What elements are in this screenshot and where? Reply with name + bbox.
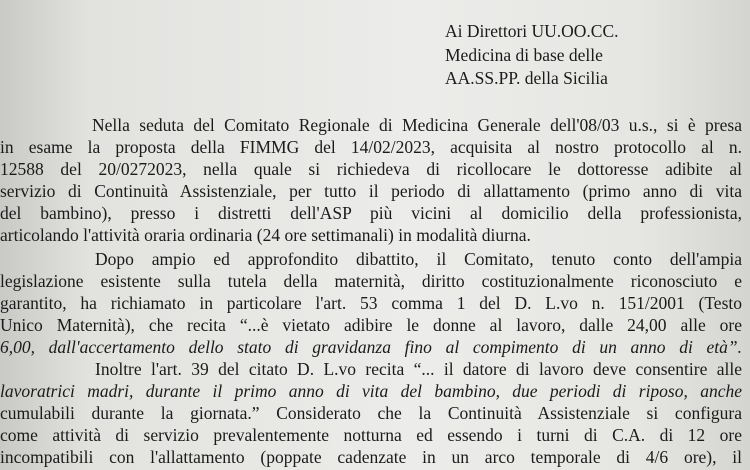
paragraph-3-line-3: cumulabili durante la giornata.” Considerato che la Continuità Assistenziale si configura [0, 403, 742, 423]
paragraph-2-line-2: legislazione esistente sulla tutela della maternità, diritto costituzionalmente riconosciuto e [0, 271, 742, 291]
paragraph-2-line-3: garantito, ha richiamato in particolare l'art. 53 comma 1 del D. L.vo n. 151/2001 (Testo [0, 293, 742, 313]
paragraph-1-line-4: servizio di Continuità Assistenziale, per tutto il periodo di allattamento (primo anno di vita [0, 181, 742, 201]
paragraph-3-line-5: incompatibili con l'allattamento (poppate cadenzate in un arco temporale di 4/6 ore), il [0, 447, 742, 467]
paragraph-2-line-1: Dopo ampio ed approfondito dibattito, il Comitato, tenuto conto dell'ampia [95, 249, 742, 269]
addressee-line-3: AA.SS.PP. della Sicilia [445, 68, 608, 88]
paragraph-3-line-2: lavoratrici madri, durante il primo anno di vita del bambino, due periodi di riposo, anche [0, 381, 742, 401]
paragraph-1-line-6: articolando l'attività oraria ordinaria (24 ore settimanali) in modalità diurna. [0, 225, 531, 245]
paragraph-3-line-4: come attività di servizio prevalentemente notturna ed essendo i turni di C.A. di 12 ore [0, 425, 742, 445]
addressee-line-1: Ai Direttori UU.OO.CC. [445, 21, 619, 41]
addressee-line-2: Medicina di base delle [445, 44, 603, 65]
paragraph-1-line-3: 12588 del 20/0272023, nella quale si richiedeva di ricollocare le dottoresse adibite al [0, 159, 742, 179]
paragraph-3-line-1: Inoltre l'art. 39 del citato D. L.vo recita “... il datore di lavoro deve consentire alle [95, 359, 742, 379]
paragraph-2-line-4: Unico Maternità), che recita “...è vietato adibire le donne al lavoro, dalle 24,00 alle ore [0, 315, 742, 335]
paragraph-1-line-5: del bambino), presso i distretti dell'ASP più vicini al domicilio della professionista, [0, 203, 742, 223]
paragraph-1-line-2: in esame la proposta della FIMMG del 14/02/2023, acquisita al nostro protocollo al n. [0, 137, 742, 157]
addressee-block [445, 20, 619, 91]
paragraph-1-line-1: Nella seduta del Comitato Regionale di Medicina Generale dell'08/03 u.s., si è presa [92, 115, 742, 135]
paragraph-2-line-5: 6,00, dall'accertamento dello stato di gravidanza fino al compimento di un anno di età”. [0, 337, 742, 357]
